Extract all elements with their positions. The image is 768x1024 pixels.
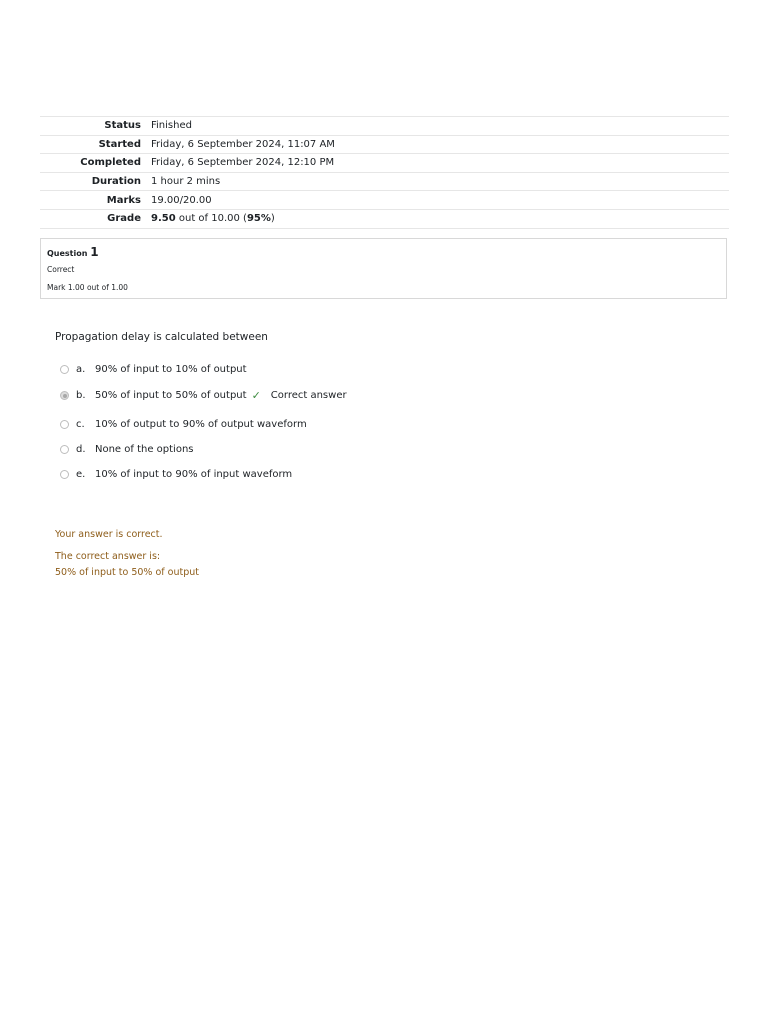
summary-value: Finished — [151, 120, 192, 132]
option-letter: b. — [76, 390, 86, 401]
option-text: 10% of input to 90% of input waveform — [95, 469, 293, 480]
correct-answer-marker: Correct answer — [270, 390, 347, 401]
summary-label: Status — [104, 120, 141, 132]
summary-value: 19.00/20.00 — [151, 194, 212, 206]
answer-option-a[interactable] — [60, 364, 247, 375]
question-info-box — [40, 238, 727, 299]
question-prefix: Question — [47, 249, 88, 258]
option-text: None of the options — [95, 444, 194, 455]
option-text: 90% of input to 10% of output — [95, 364, 247, 375]
summary-row-marks — [40, 191, 729, 210]
summary-row-duration — [40, 172, 729, 191]
summary-value: Friday, 6 September 2024, 12:10 PM — [151, 157, 335, 169]
option-letter: d. — [76, 444, 86, 455]
option-text: 10% of output to 90% of output waveform — [95, 419, 307, 430]
general-feedback: Your answer is correct. — [55, 529, 163, 540]
question-text: Propagation delay is calculated between — [55, 331, 268, 343]
grade-out-of: out of 10.00 ( — [175, 213, 247, 225]
question-state: Correct — [47, 265, 75, 274]
check-icon: ✓ — [251, 389, 261, 402]
right-answer-text: 50% of input to 50% of output — [55, 567, 199, 578]
radio-button-selected[interactable] — [60, 391, 69, 400]
radio-button[interactable] — [60, 470, 69, 479]
grade-percent: 95% — [246, 213, 271, 225]
right-answer-label: The correct answer is: — [55, 551, 161, 562]
summary-row-grade — [40, 209, 729, 228]
question-feedback — [55, 527, 199, 581]
summary-label: Completed — [80, 157, 141, 169]
summary-value: 1 hour 2 mins — [151, 176, 221, 188]
option-text: 50% of input to 50% of output — [95, 390, 247, 401]
radio-button[interactable] — [60, 365, 69, 374]
option-letter: c. — [76, 419, 85, 430]
question-mark: Mark 1.00 out of 1.00 — [47, 283, 128, 292]
option-letter: e. — [76, 469, 86, 480]
attempt-summary-table — [40, 116, 729, 229]
summary-label: Duration — [91, 176, 141, 188]
answer-option-d[interactable] — [60, 444, 194, 455]
grade-score: 9.50 — [151, 213, 176, 225]
summary-value: Friday, 6 September 2024, 11:07 AM — [151, 138, 335, 150]
summary-label: Grade — [107, 213, 141, 225]
summary-label: Started — [98, 138, 141, 150]
radio-button[interactable] — [60, 445, 69, 454]
question-number-value: 1 — [90, 245, 99, 259]
summary-row-completed — [40, 154, 729, 173]
summary-row-status — [40, 117, 729, 136]
answer-option-e[interactable] — [60, 469, 292, 480]
summary-row-started — [40, 135, 729, 154]
summary-value — [151, 209, 729, 228]
grade-close: ) — [270, 213, 275, 225]
summary-label: Marks — [106, 194, 141, 206]
option-letter: a. — [76, 364, 86, 375]
question-number — [47, 245, 720, 261]
radio-button[interactable] — [60, 420, 69, 429]
answer-option-c[interactable] — [60, 419, 307, 430]
answer-option-b[interactable] — [60, 389, 347, 402]
